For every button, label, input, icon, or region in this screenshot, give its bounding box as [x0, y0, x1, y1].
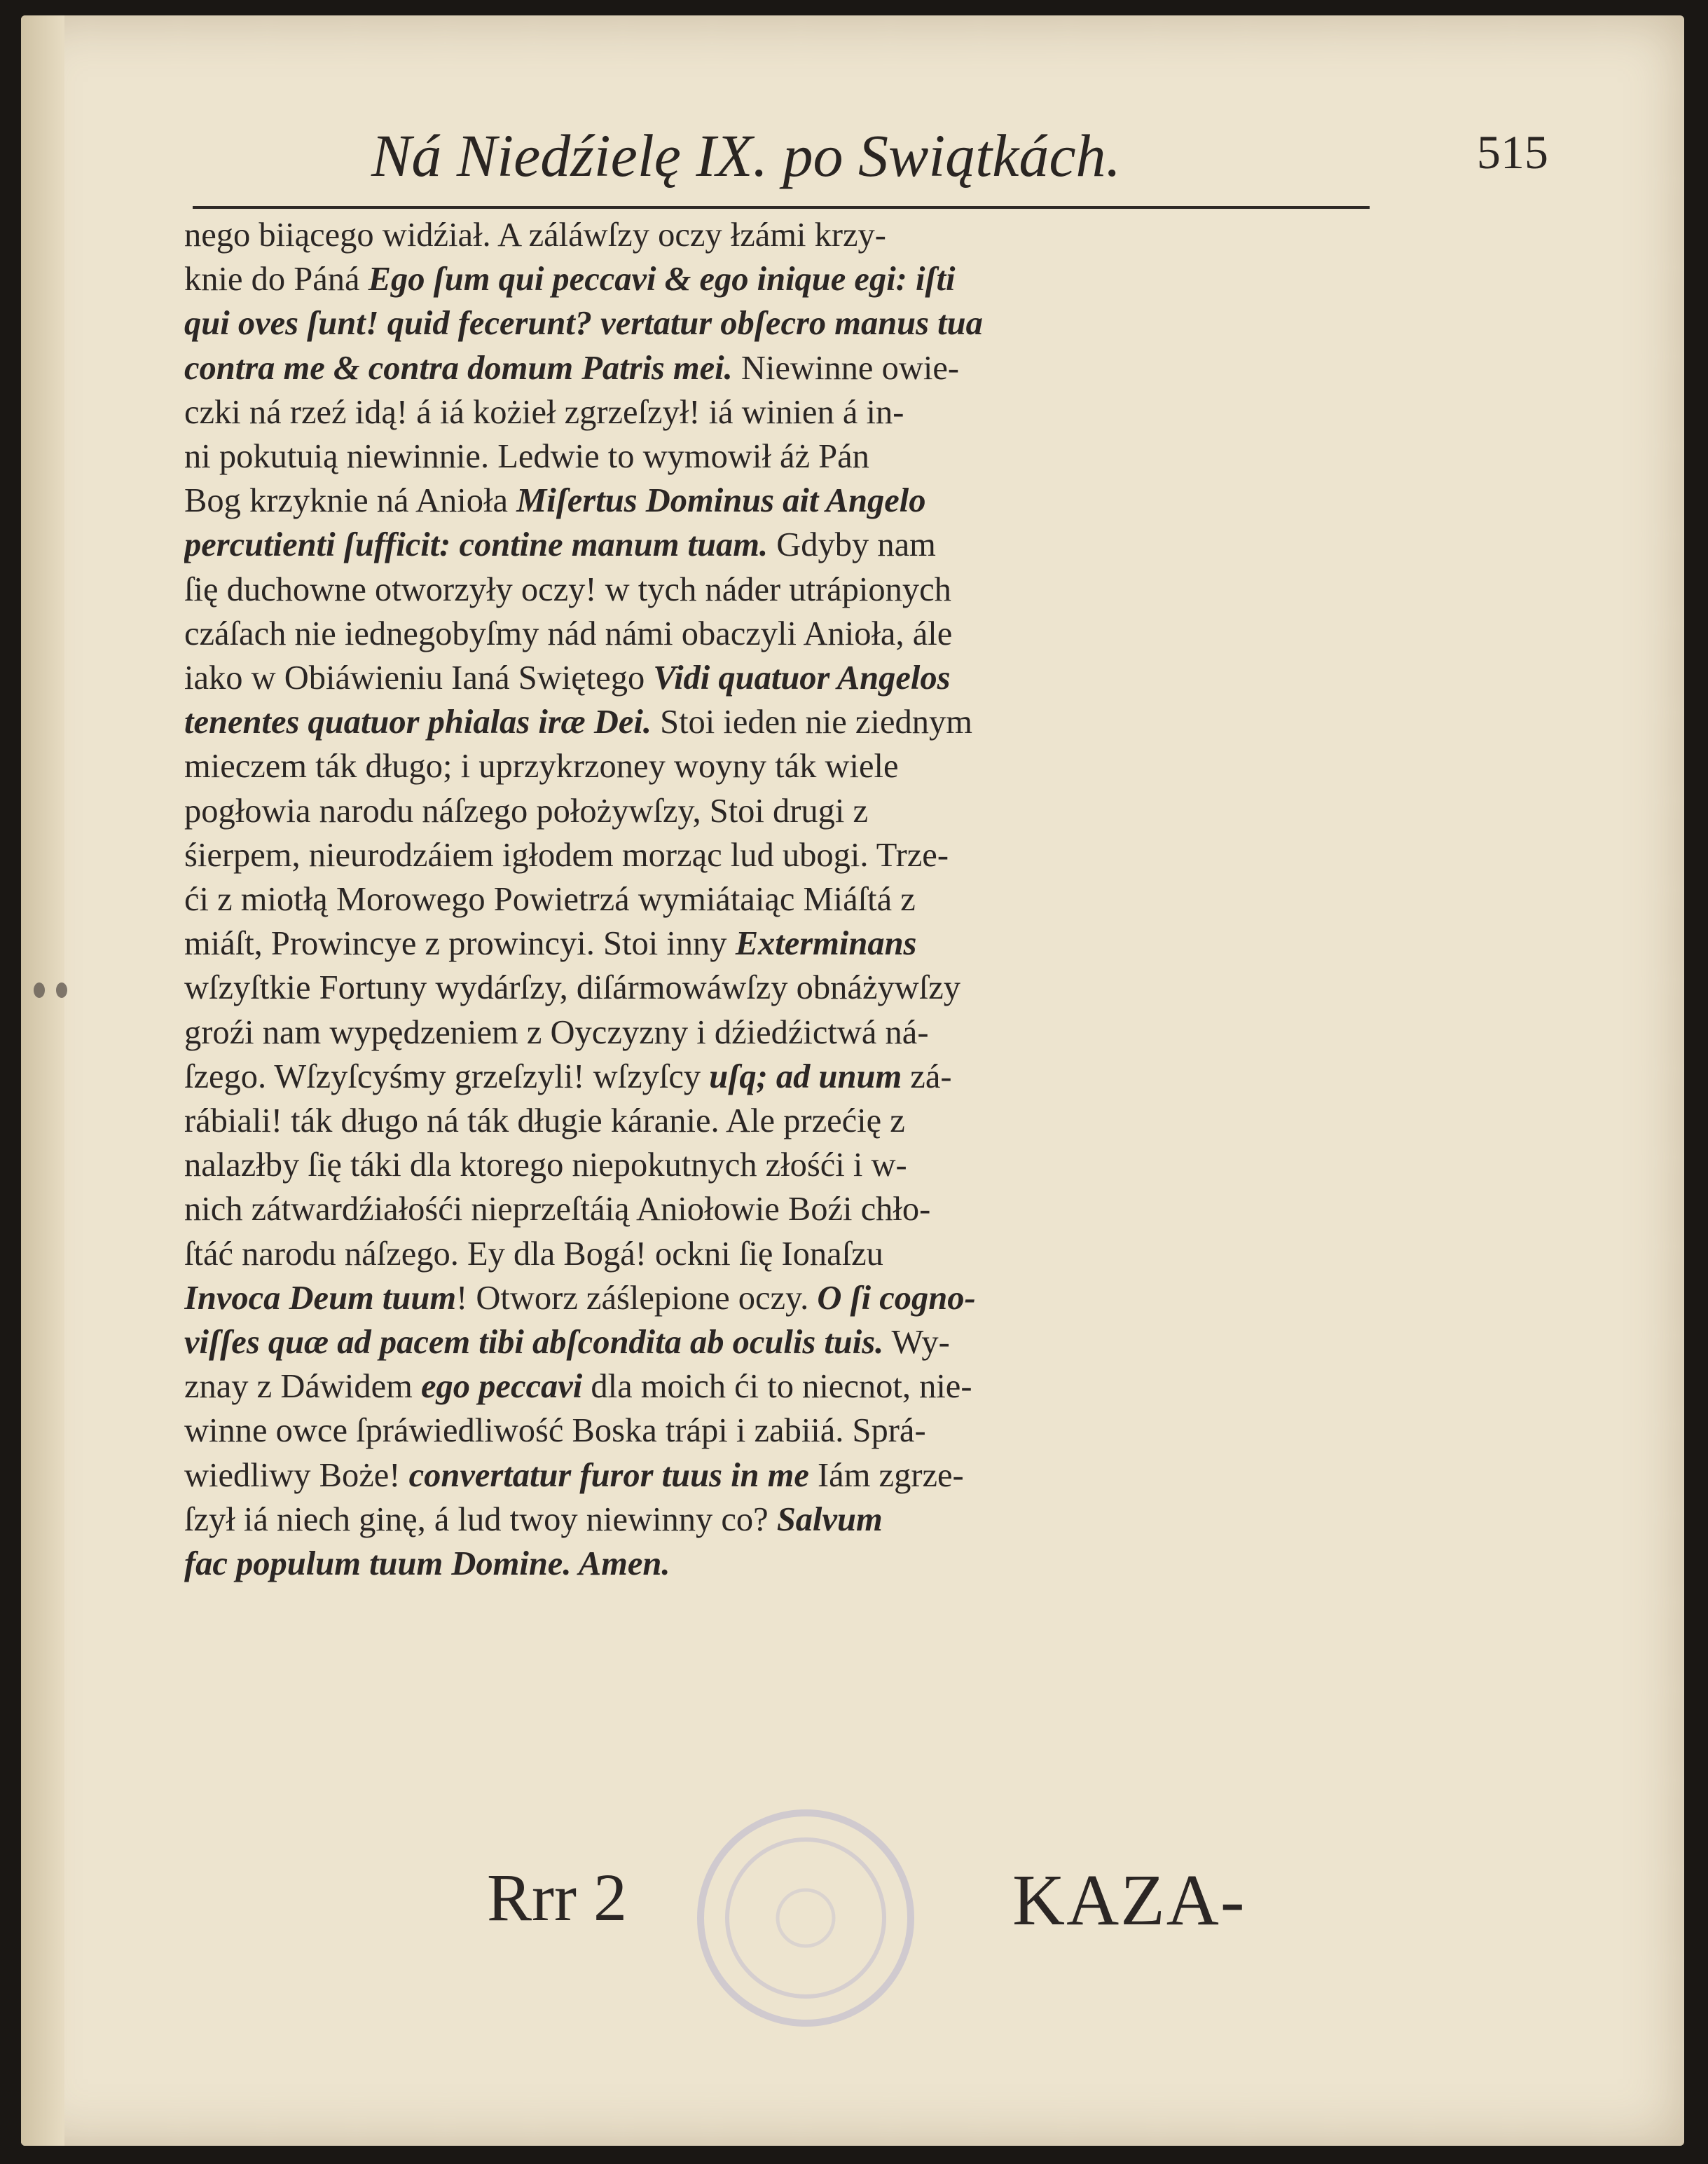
text-run: czki ná rzeź idą! á iá kożieł zgrzeſzył! iá winien á in-	[184, 393, 904, 431]
latin-phrase: uſq; ad unum	[709, 1057, 902, 1095]
text-run: nego biiącego widźiał. A záláwſzy oczy łzámi krzy-	[184, 217, 886, 254]
text-run: ſtáć narodu náſzego. Ey dla Bogá! ockni ſię Ionaſzu	[184, 1235, 883, 1273]
text-line	[184, 833, 1361, 877]
text-line	[184, 1364, 1361, 1409]
text-run: pogłowia narodu náſzego położywſzy, Stoi drugi z	[184, 792, 869, 830]
text-run: ni pokutuią niewinnie. Ledwie to wymowił áż Pán	[184, 438, 869, 476]
text-line	[184, 966, 1361, 1010]
text-run: nalazłby ſię táki dla ktorego niepokutnych złośći i w-	[184, 1146, 907, 1184]
running-title: Ná Niedźielę IX. po Swiątkách.	[371, 122, 1122, 189]
header-rule	[193, 206, 1370, 209]
text-run: mieczem ták długo; i uprzykrzoney woyny ták wiele	[184, 748, 899, 786]
text-run: czáſach nie iednegobyſmy nád námi obaczyli Anioła, ále	[184, 615, 953, 652]
text-line	[184, 1453, 1361, 1498]
text-line	[184, 1542, 1361, 1586]
text-run: wiedliwy Boże!	[184, 1456, 409, 1494]
text-run: Wy-	[883, 1324, 950, 1362]
text-line	[184, 1011, 1361, 1055]
text-line	[184, 1409, 1361, 1453]
text-run: knie do Páná	[184, 261, 369, 299]
latin-phrase: contra me & contra domum Patris mei.	[184, 349, 733, 387]
text-line	[184, 1232, 1361, 1276]
text-line	[184, 1498, 1361, 1542]
text-run: nich zátwardźiałośći nieprzeſtáią Aniołowie Boźi chło-	[184, 1191, 931, 1228]
text-line	[184, 700, 1361, 744]
book-page	[21, 15, 1684, 2146]
text-run: śierpem, nieurodzáiem igłodem morząc lud ubogi. Trze-	[184, 836, 949, 874]
text-line	[184, 656, 1361, 700]
page-header	[175, 121, 1548, 212]
text-run: miáſt, Prowincye z prowincyi. Stoi inny	[184, 925, 736, 963]
text-line	[184, 922, 1361, 966]
text-run: ſzego. Wſzyſcyśmy grzeſzyli! wſzyſcy	[184, 1057, 710, 1095]
latin-phrase: O ſi cogno-	[817, 1279, 976, 1317]
latin-phrase: Invoca Deum tuum	[184, 1279, 457, 1317]
text-run: wſzyſtkie Fortuny wydárſzy, diſármowáwſzy obnáżywſzy	[184, 969, 961, 1007]
body-text	[184, 213, 1361, 1586]
text-run: ſzył iá niech ginę, á lud twoy niewinny co?	[184, 1500, 777, 1538]
latin-phrase: viſſes quæ ad pacem tibi abſcondita ab oculis tuis.	[184, 1324, 884, 1362]
text-line	[184, 1276, 1361, 1320]
text-run: zá-	[902, 1057, 952, 1095]
text-line	[184, 346, 1361, 390]
margin-marks	[34, 982, 78, 1001]
text-line	[184, 301, 1361, 345]
text-line	[184, 1055, 1361, 1099]
page-number: 515	[1477, 125, 1548, 179]
text-line	[184, 434, 1361, 479]
latin-phrase: Miſertus Dominus ait Angelo	[516, 482, 926, 520]
text-run: Niewinne owie-	[732, 349, 960, 387]
text-run: znay z Dáwidem	[184, 1368, 422, 1406]
latin-phrase: percutienti ſufficit: contine manum tuam.	[184, 526, 769, 564]
latin-phrase: Vidi quatuor Angelos	[653, 659, 951, 697]
latin-phrase: Exterminans	[735, 925, 917, 963]
text-line	[184, 1187, 1361, 1231]
latin-phrase: qui oves ſunt! quid fecerunt? vertatur obſecro manus tua	[184, 305, 983, 343]
text-run: ſię duchowne otworzyły oczy! w tych náder utrápionych	[184, 570, 951, 608]
text-run: rábiali! ták długo ná ták długie káranie. Ale przećię z	[184, 1102, 905, 1140]
text-run: ! Otworz záślepione oczy.	[456, 1279, 818, 1317]
text-line	[184, 1099, 1361, 1143]
latin-phrase: tenentes quatuor phialas iræ Dei.	[184, 704, 652, 741]
text-line	[184, 789, 1361, 833]
text-run: Stoi ieden nie ziednym	[651, 704, 972, 741]
latin-phrase: Ego ſum qui peccavi & ego inique egi: iſti	[368, 261, 956, 299]
text-line	[184, 1320, 1361, 1364]
text-run: Iám zgrze-	[808, 1456, 964, 1494]
text-line	[184, 612, 1361, 656]
text-line	[184, 390, 1361, 434]
text-run: winne owce ſpráwiedliwość Boska trápi i zabiiá. Sprá-	[184, 1412, 926, 1450]
text-line	[184, 479, 1361, 523]
signature-mark: Rrr 2	[487, 1860, 627, 1935]
text-line	[184, 257, 1361, 301]
latin-phrase: convertatur furor tuus in me	[408, 1456, 809, 1494]
catchword: KAZA-	[1012, 1860, 1246, 1940]
text-line	[184, 523, 1361, 567]
margin-dot	[56, 982, 67, 998]
margin-dot	[34, 982, 45, 998]
text-line	[184, 1143, 1361, 1187]
latin-phrase: fac populum tuum Domine. Amen.	[184, 1545, 670, 1583]
text-line	[184, 877, 1361, 922]
text-run: Gdyby nam	[768, 526, 936, 564]
latin-phrase: Salvum	[776, 1500, 883, 1538]
text-line	[184, 568, 1361, 612]
text-line	[184, 744, 1361, 788]
text-line	[184, 213, 1361, 257]
text-run: iako w Obiáwieniu Ianá Swiętego	[184, 659, 654, 697]
text-run: groźi nam wypędzeniem z Oyczyzny i dźiedźictwá ná-	[184, 1013, 929, 1051]
text-run: ći z miotłą Morowego Powietrzá wymiátaiąc Miáſtá z	[184, 881, 916, 919]
text-run: Bog krzyknie ná Anioła	[184, 482, 517, 520]
page-footer	[21, 1858, 1684, 1957]
text-run: dla moich ći to niecnot, nie-	[582, 1368, 972, 1406]
latin-phrase: ego peccavi	[421, 1368, 583, 1406]
page-gutter	[21, 15, 64, 2146]
